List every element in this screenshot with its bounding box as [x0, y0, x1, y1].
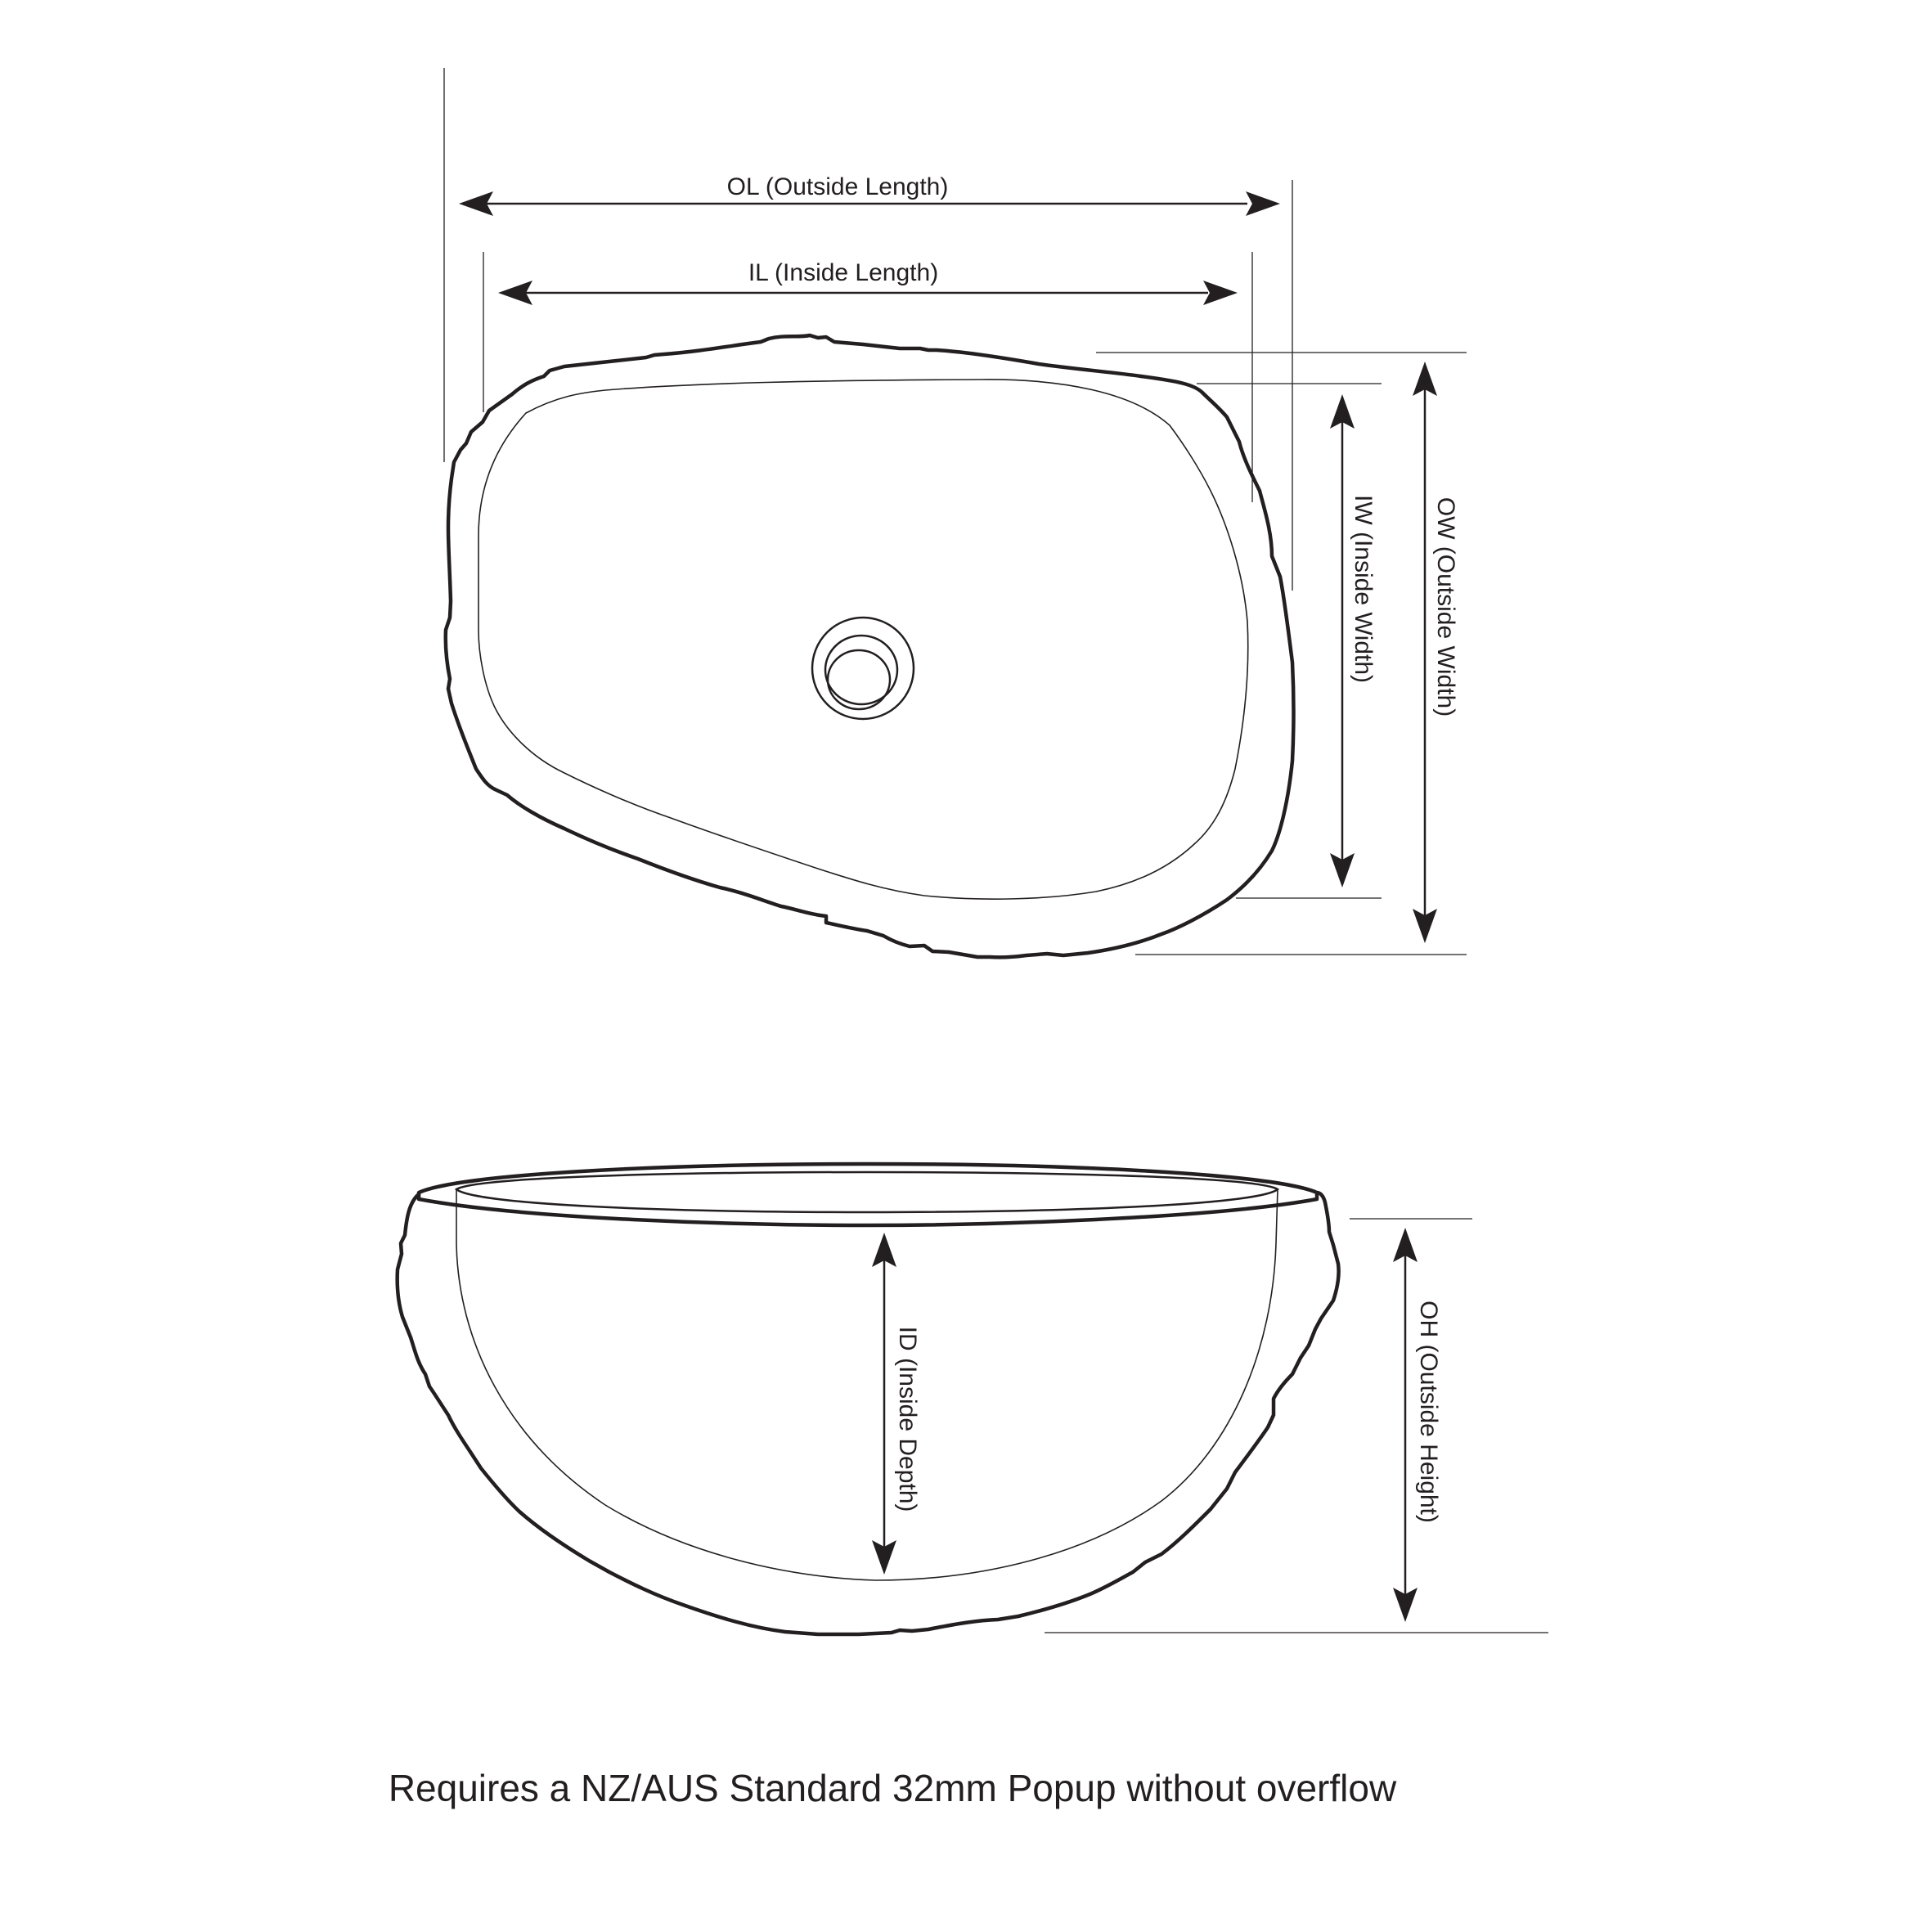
basin-inner-rim-side	[456, 1172, 1278, 1212]
footnote: Requires a NZ/AUS Standard 32mm Popup without overflow	[388, 1767, 1397, 1809]
id-label: ID (Inside Depth)	[894, 1326, 921, 1512]
dimension-ol	[459, 173, 1280, 216]
basin-inner-bowl-side	[456, 1189, 1278, 1580]
dimension-il	[498, 259, 1238, 305]
side-view-extension-lines	[1045, 1219, 1548, 1633]
dimension-id	[872, 1233, 921, 1575]
top-view	[446, 335, 1294, 957]
drain-icon	[812, 618, 914, 719]
dimension-ow	[1413, 362, 1459, 943]
il-label: IL (Inside Length)	[748, 259, 939, 286]
basin-inner-bowl-top	[479, 380, 1248, 899]
oh-label: OH (Outside Height)	[1415, 1301, 1442, 1523]
dimension-iw	[1330, 394, 1377, 887]
top-view-extension-lines	[444, 68, 1467, 955]
basin-outer-body-side	[398, 1193, 1339, 1634]
ow-label: OW (Outside Width)	[1432, 496, 1459, 717]
basin-outer-rim-top	[446, 335, 1294, 957]
ol-label: OL (Outside Length)	[726, 173, 949, 200]
side-view	[398, 1164, 1339, 1634]
iw-label: IW (Inside Width)	[1350, 494, 1377, 684]
dimension-oh	[1393, 1228, 1442, 1622]
